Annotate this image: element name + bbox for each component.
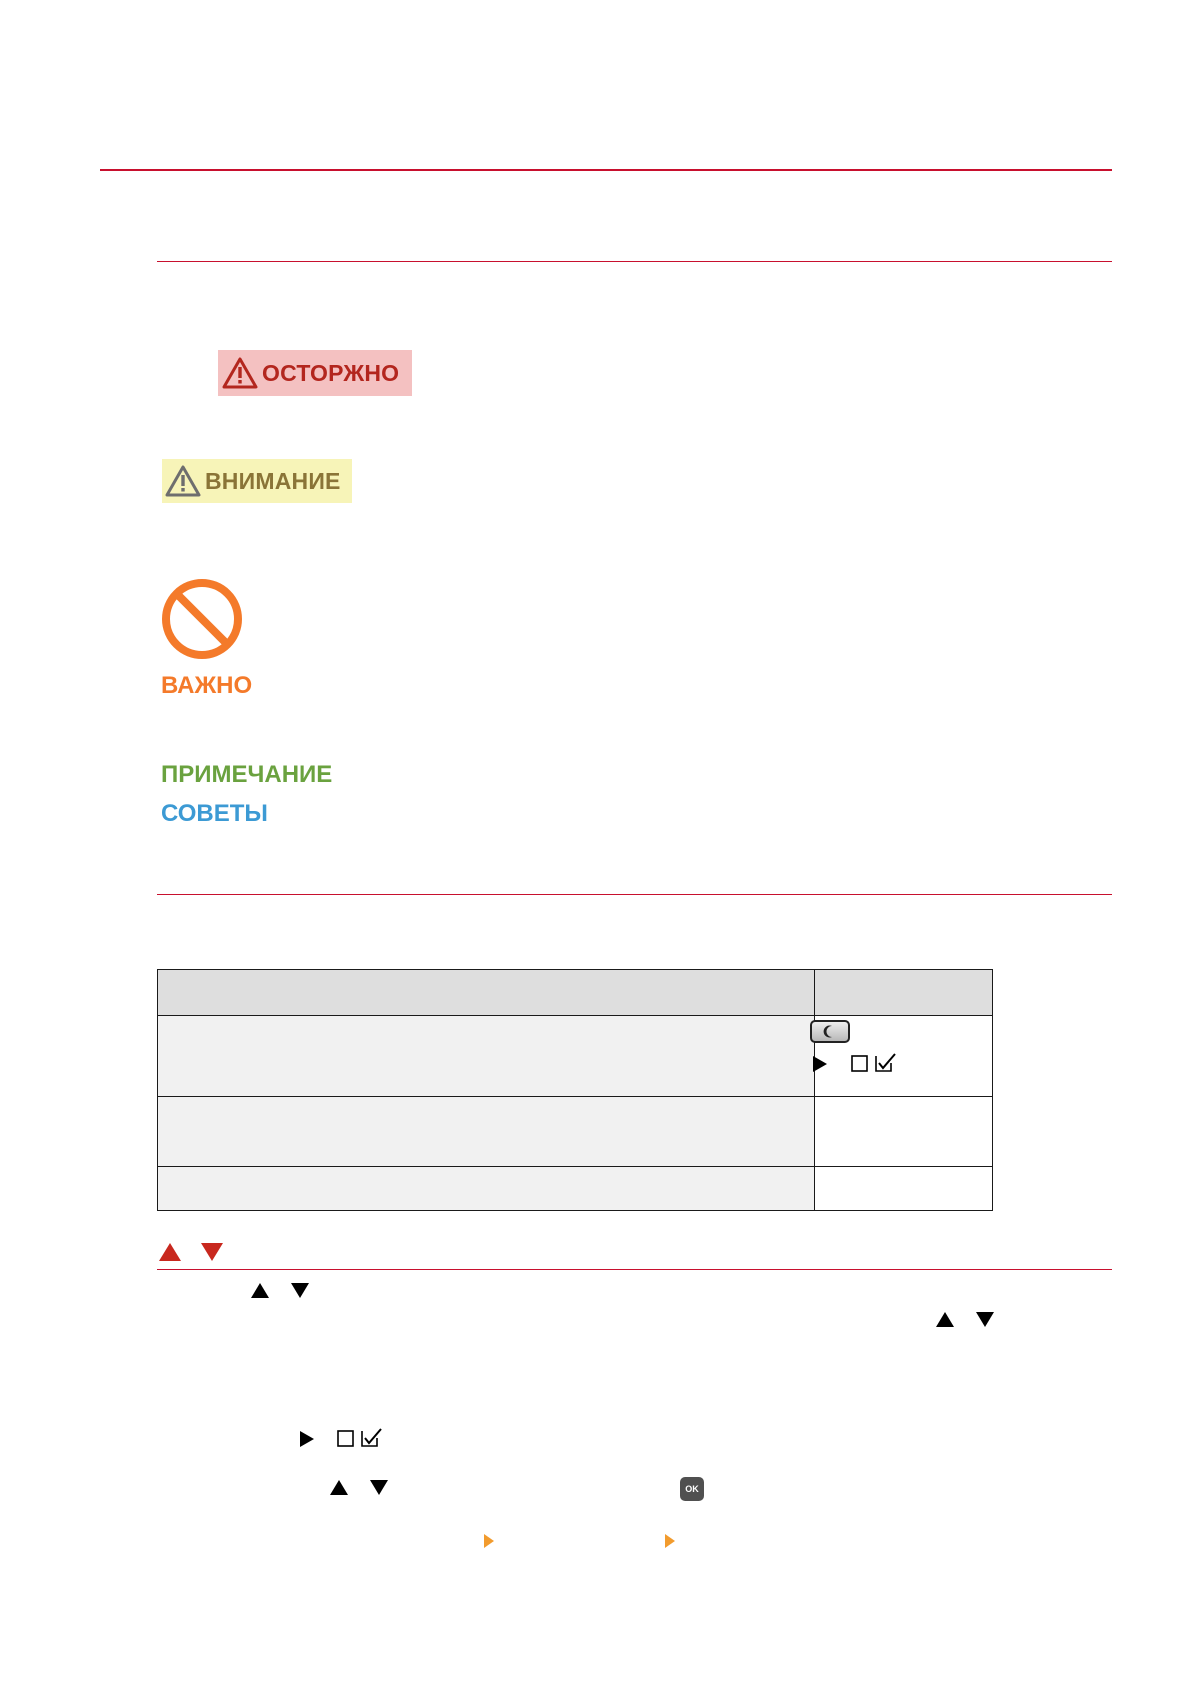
tips-label: СОВЕТЫ bbox=[161, 800, 268, 827]
table-row bbox=[158, 1097, 993, 1167]
chapter-rule bbox=[100, 169, 1112, 171]
section-rule-3 bbox=[157, 1269, 1112, 1270]
warning-triangle-icon bbox=[222, 357, 262, 389]
link-arrow-icon[interactable] bbox=[484, 1534, 494, 1548]
table-cell bbox=[815, 1167, 993, 1211]
table-cell bbox=[158, 1167, 815, 1211]
section-rule-1 bbox=[157, 261, 1112, 262]
table-header-row bbox=[158, 970, 993, 1016]
ok-key-icon bbox=[680, 1477, 704, 1501]
ok-key-label: OK bbox=[685, 1484, 699, 1494]
sleep-key-icon bbox=[810, 1020, 850, 1043]
caution-badge bbox=[162, 459, 352, 503]
link-arrow-icon[interactable] bbox=[665, 1534, 675, 1548]
table-header-cell bbox=[815, 970, 993, 1016]
checkmark-icon bbox=[359, 1426, 383, 1449]
warning-badge bbox=[218, 350, 412, 396]
checkbox-icon bbox=[336, 1429, 356, 1449]
table-header-cell bbox=[158, 970, 815, 1016]
caution-badge-label: ВНИМАНИЕ bbox=[205, 467, 341, 494]
section-rule-2 bbox=[157, 894, 1112, 895]
checkmark-icon bbox=[873, 1051, 897, 1074]
down-arrow-icon bbox=[975, 1311, 995, 1328]
play-arrow-icon bbox=[299, 1430, 315, 1448]
down-arrow-icon bbox=[290, 1282, 310, 1299]
table-cell bbox=[158, 1097, 815, 1167]
checkbox-icon bbox=[850, 1054, 870, 1074]
table-cell bbox=[158, 1016, 815, 1097]
up-arrow-icon bbox=[158, 1242, 182, 1262]
play-arrow-icon bbox=[812, 1055, 828, 1073]
important-label: ВАЖНО bbox=[161, 672, 253, 699]
caution-triangle-icon bbox=[165, 465, 205, 497]
table-cell bbox=[815, 1097, 993, 1167]
up-arrow-icon bbox=[935, 1311, 955, 1328]
down-arrow-icon bbox=[200, 1242, 224, 1262]
prohibition-icon bbox=[160, 577, 244, 666]
table-row bbox=[158, 1167, 993, 1211]
key-table bbox=[157, 969, 993, 1211]
down-arrow-icon bbox=[369, 1479, 389, 1496]
warning-badge-label: ОСТОРЖНО bbox=[262, 359, 400, 386]
up-arrow-icon bbox=[250, 1282, 270, 1299]
note-label: ПРИМЕЧАНИЕ bbox=[161, 761, 333, 788]
up-arrow-icon bbox=[329, 1479, 349, 1496]
